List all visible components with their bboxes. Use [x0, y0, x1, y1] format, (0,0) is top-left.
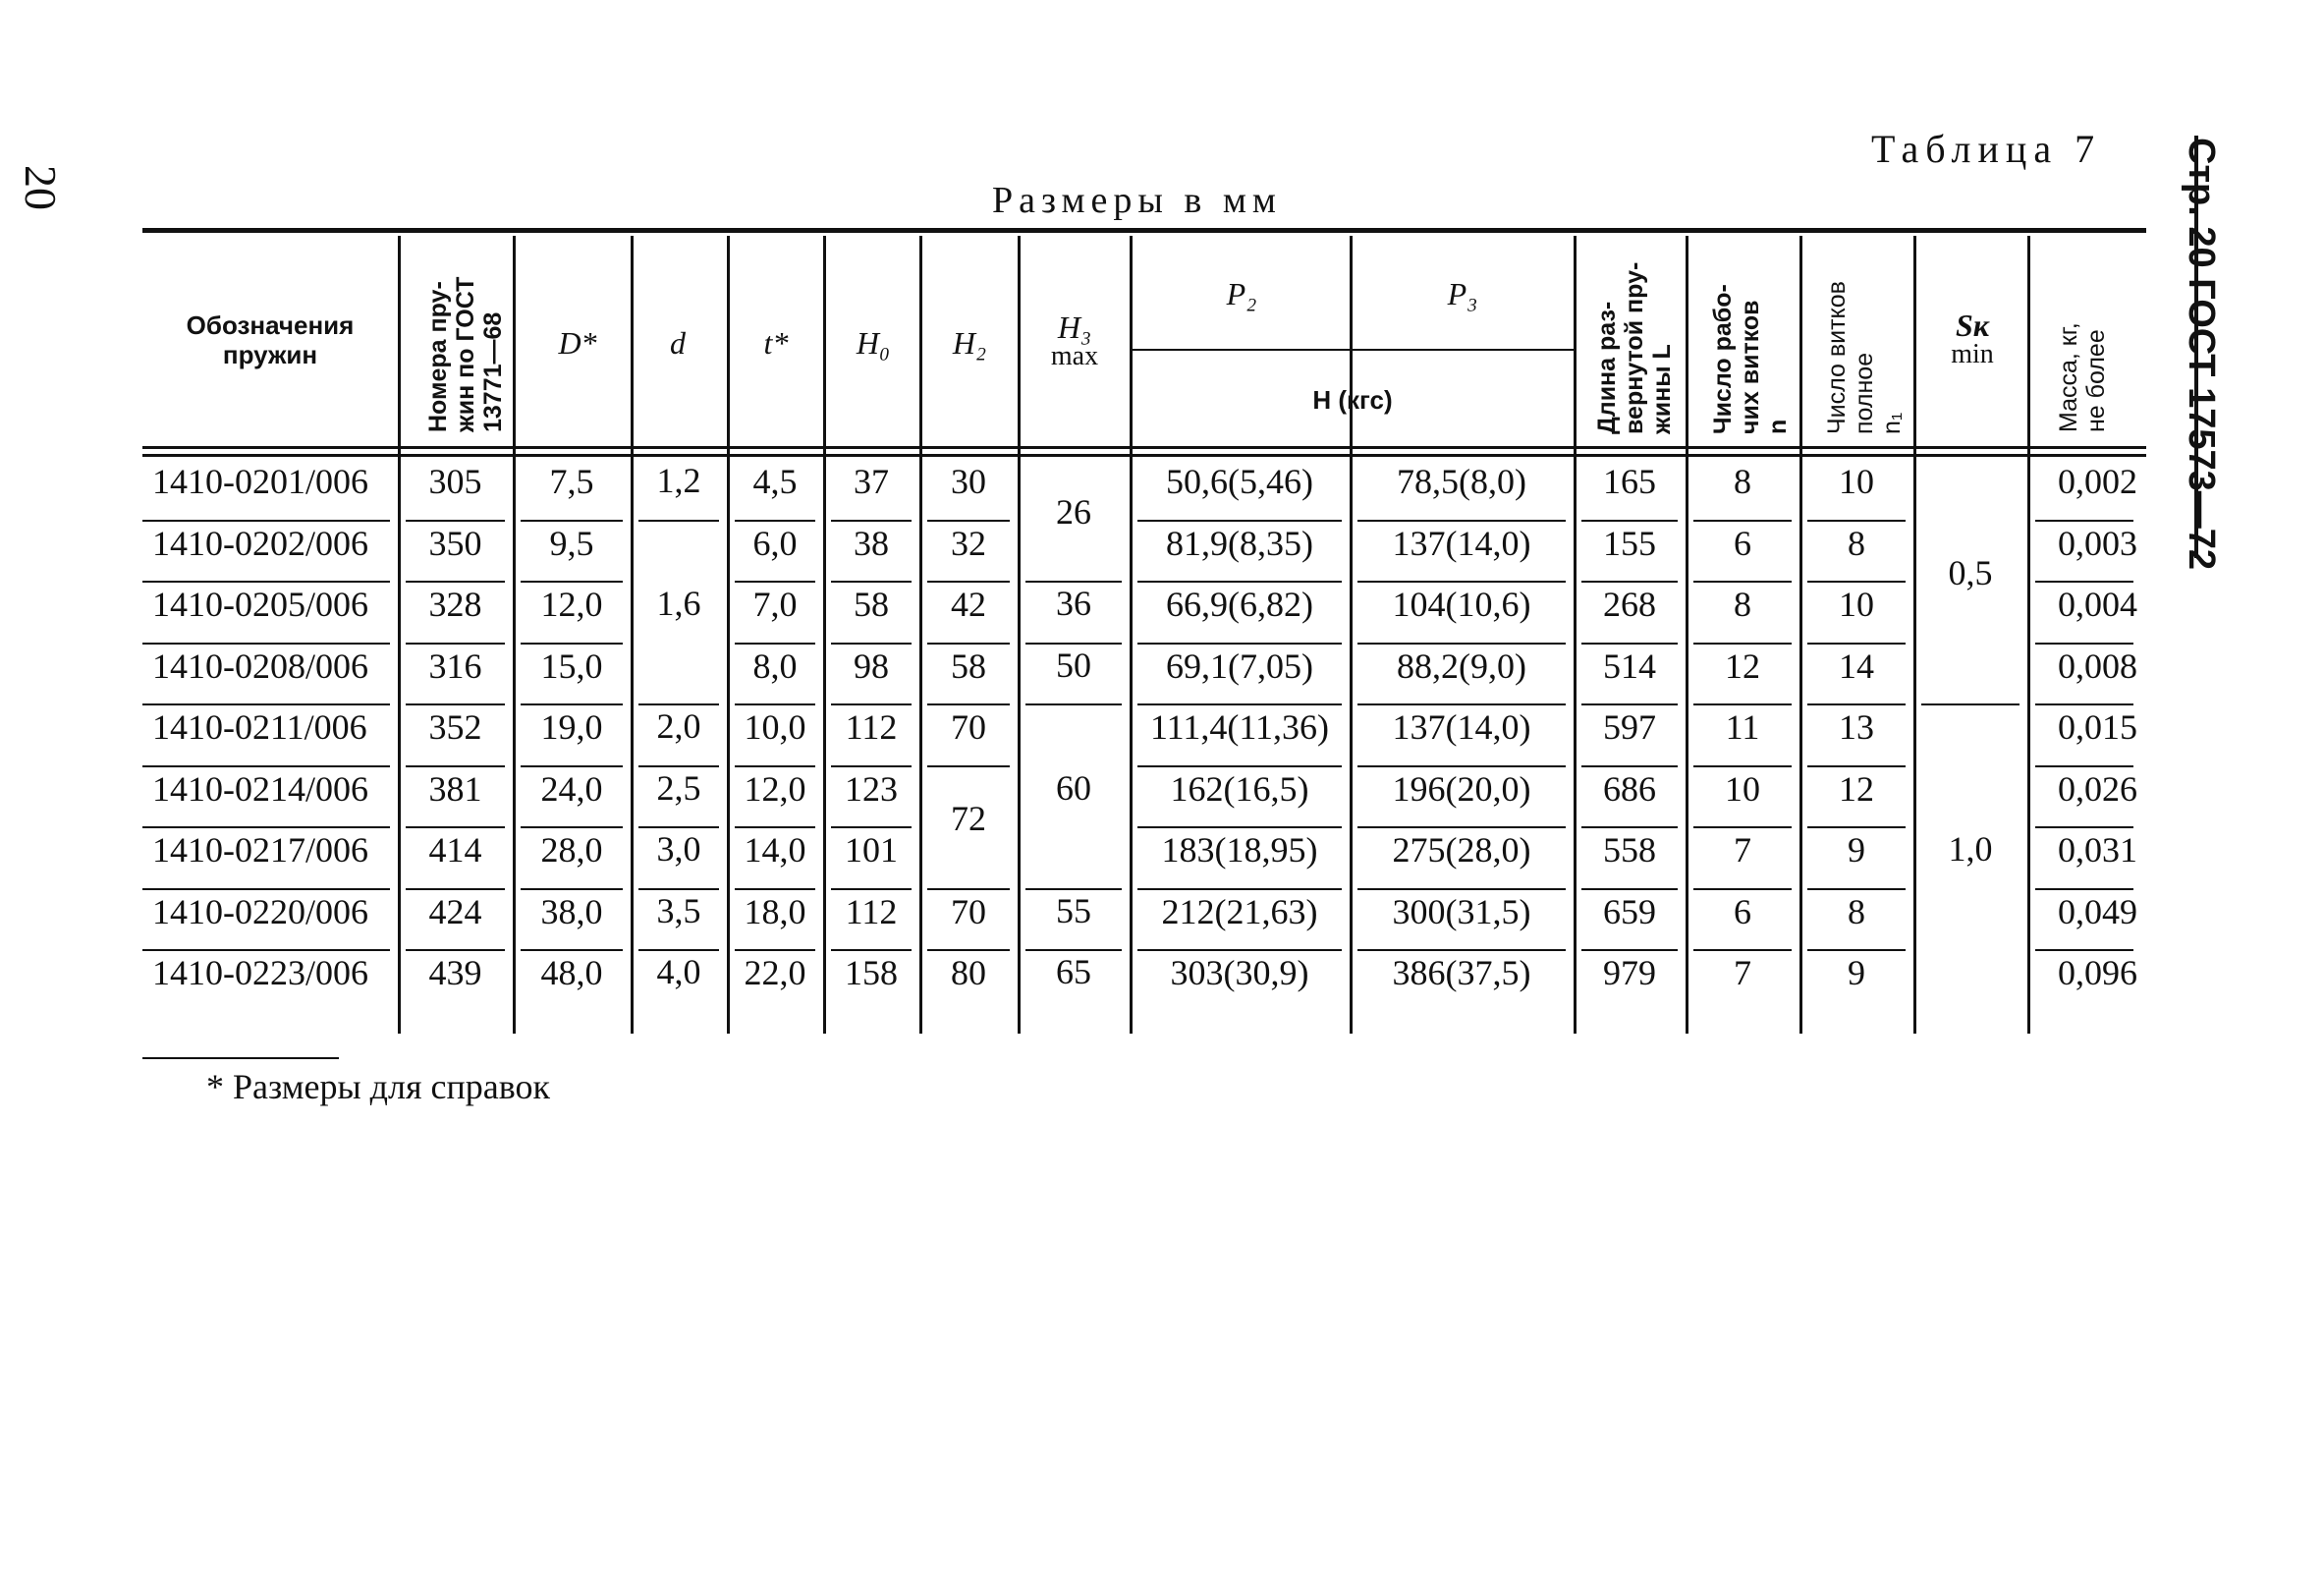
cell-P3: 386(37,5)	[1392, 953, 1531, 992]
cell-H0: 158	[845, 953, 898, 992]
cell-D: 24,0	[540, 768, 603, 809]
cell-gost: 352	[428, 707, 482, 747]
cell-designation: 1410-0217/006	[152, 830, 368, 870]
cell-L: 659	[1603, 891, 1656, 931]
cell-L: 686	[1603, 768, 1656, 809]
cell-n1: 10	[1839, 462, 1874, 501]
cell-gost: 305	[428, 462, 482, 501]
footnote: * Размеры для справок	[206, 1067, 550, 1106]
cell-D: 28,0	[540, 830, 603, 870]
merged-cell-H3: 60	[1056, 767, 1091, 808]
cell-P2: 50,6(5,46)	[1166, 462, 1313, 501]
cell-H2: 42	[951, 585, 986, 624]
cell-designation: 1410-0220/006	[152, 891, 368, 931]
cell-H0: 58	[854, 585, 889, 624]
cell-D: 48,0	[540, 953, 603, 992]
cell-H2: 58	[951, 646, 986, 686]
merged-cell-H3: 26	[1056, 491, 1091, 532]
cell-P2: 66,9(6,82)	[1166, 585, 1313, 624]
cell-n1: 9	[1848, 830, 1865, 870]
merged-cell-d: 3,0	[656, 829, 701, 870]
header-H0: H₀	[856, 325, 891, 361]
cell-n: 7	[1734, 830, 1751, 870]
cell-H0: 123	[845, 768, 898, 809]
row-rule	[638, 520, 719, 522]
side-header: Стр. 20 ГОСТ 17573—72	[2181, 138, 2222, 571]
merged-cell-d: 3,5	[656, 890, 701, 930]
cell-n1: 14	[1839, 646, 1874, 686]
cell-n: 11	[1725, 707, 1760, 747]
header-D: D*	[558, 325, 597, 361]
header-H2: H₂	[952, 325, 987, 361]
cell-D: 38,0	[540, 891, 603, 931]
cell-designation: 1410-0202/006	[152, 523, 368, 563]
cell-t: 14,0	[744, 830, 806, 870]
header-mass: Масса, кг, не более	[2055, 322, 2110, 432]
cell-D: 19,0	[540, 707, 603, 747]
merged-cell-d: 4,0	[656, 952, 701, 992]
cell-P2: 183(18,95)	[1161, 830, 1318, 870]
cell-D: 7,5	[549, 462, 594, 501]
row-rule	[1025, 703, 1122, 705]
header-bottom-rule	[142, 446, 2146, 449]
table-top-rule	[142, 228, 2146, 233]
header-group-rule	[1130, 349, 1574, 351]
cell-t: 12,0	[744, 768, 806, 809]
cell-P3: 104(10,6)	[1392, 585, 1531, 624]
cell-gost: 414	[428, 830, 482, 870]
cell-P3: 275(28,0)	[1392, 830, 1531, 870]
cell-P3: 137(14,0)	[1392, 707, 1531, 747]
merged-cell-H3: 55	[1056, 890, 1091, 930]
header-designation: Обозначения пружин	[186, 310, 355, 369]
cell-H2: 30	[951, 462, 986, 501]
header-t: t*	[763, 325, 789, 361]
cell-P3: 137(14,0)	[1392, 523, 1531, 563]
cell-H2: 80	[951, 953, 986, 992]
cell-n: 8	[1734, 585, 1751, 624]
header-P2: P₂	[1226, 276, 1257, 311]
cell-t: 6,0	[752, 523, 798, 563]
cell-n: 8	[1734, 462, 1751, 501]
cell-H0: 98	[854, 646, 889, 686]
cell-D: 15,0	[540, 646, 603, 686]
cell-gost: 350	[428, 523, 482, 563]
cell-mass: 0,003	[2058, 523, 2137, 563]
cell-n1: 13	[1839, 707, 1874, 747]
cell-L: 514	[1603, 646, 1656, 686]
cell-t: 7,0	[752, 585, 798, 624]
cell-n1: 9	[1848, 953, 1865, 992]
cell-H0: 37	[854, 462, 889, 501]
cell-P2: 111,4(11,36)	[1150, 707, 1329, 747]
cell-designation: 1410-0214/006	[152, 768, 368, 809]
cell-L: 597	[1603, 707, 1656, 747]
merged-cell-d: 1,2	[656, 461, 701, 501]
merged-cell-Sk: 1,0	[1948, 829, 1993, 870]
cell-designation: 1410-0211/006	[152, 707, 367, 747]
merged-cell-H3: 50	[1056, 645, 1091, 685]
header-gost-number: Номера пру- жин по ГОСТ 13771—68	[424, 276, 507, 432]
cell-H0: 112	[845, 891, 898, 931]
row-rule	[927, 765, 1010, 767]
cell-H2: 70	[951, 707, 986, 747]
header-P3: P₃	[1447, 276, 1478, 311]
merged-cell-d: 1,6	[656, 584, 701, 624]
cell-P2: 81,9(8,35)	[1166, 523, 1313, 563]
cell-H2: 70	[951, 891, 986, 931]
cell-t: 18,0	[744, 891, 806, 931]
cell-t: 8,0	[752, 646, 798, 686]
cell-designation: 1410-0201/006	[152, 462, 368, 501]
merged-cell-H3: 65	[1056, 952, 1091, 992]
cell-L: 979	[1603, 953, 1656, 992]
cell-L: 155	[1603, 523, 1656, 563]
cell-D: 12,0	[540, 585, 603, 624]
merged-cell-H3: 36	[1056, 584, 1091, 624]
cell-t: 22,0	[744, 953, 806, 992]
cell-gost: 439	[428, 953, 482, 992]
cell-n1: 8	[1848, 523, 1865, 563]
cell-mass: 0,008	[2058, 646, 2137, 686]
cell-mass: 0,002	[2058, 462, 2137, 501]
cell-mass: 0,015	[2058, 707, 2137, 747]
cell-L: 165	[1603, 462, 1656, 501]
cell-t: 4,5	[752, 462, 798, 501]
header-H3: H₃ max	[1050, 309, 1099, 371]
cell-n1: 12	[1839, 768, 1874, 809]
cell-P2: 303(30,9)	[1170, 953, 1309, 992]
header-total-coils: Число витков полное n₁	[1823, 281, 1906, 434]
cell-mass: 0,026	[2058, 768, 2137, 809]
cell-designation: 1410-0208/006	[152, 646, 368, 686]
cell-P3: 88,2(9,0)	[1397, 646, 1526, 686]
cell-P3: 300(31,5)	[1392, 891, 1531, 931]
header-working-coils: Число рабо- чих витков n	[1709, 284, 1792, 434]
cell-gost: 328	[428, 585, 482, 624]
cell-n: 12	[1725, 646, 1760, 686]
cell-mass: 0,096	[2058, 953, 2137, 992]
cell-n1: 10	[1839, 585, 1874, 624]
cell-designation: 1410-0223/006	[152, 953, 368, 992]
merged-cell-d: 2,0	[656, 706, 701, 747]
cell-P3: 78,5(8,0)	[1397, 462, 1526, 501]
cell-n1: 8	[1848, 891, 1865, 931]
cell-H0: 112	[845, 707, 898, 747]
merged-cell-d: 2,5	[656, 767, 701, 808]
cell-mass: 0,004	[2058, 585, 2137, 624]
cell-t: 10,0	[744, 707, 806, 747]
cell-n: 6	[1734, 523, 1751, 563]
cell-n: 6	[1734, 891, 1751, 931]
cell-gost: 381	[428, 768, 482, 809]
header-Sk: Sк min	[1951, 308, 1994, 369]
cell-L: 558	[1603, 830, 1656, 870]
merged-cell-Sk: 0,5	[1948, 553, 1993, 592]
header-d: d	[670, 325, 686, 361]
header-length: Длина раз- вернутой пру- жины L	[1593, 261, 1676, 434]
footnote-rule	[142, 1057, 339, 1059]
merged-cell-H2: 72	[951, 799, 986, 838]
page-number: 20	[16, 165, 66, 210]
cell-designation: 1410-0205/006	[152, 585, 368, 624]
cell-H2: 32	[951, 523, 986, 563]
cell-mass: 0,049	[2058, 891, 2137, 931]
cell-H0: 101	[845, 830, 898, 870]
cell-L: 268	[1603, 585, 1656, 624]
table-subtitle: Размеры в мм	[992, 180, 1282, 221]
cell-P2: 162(16,5)	[1170, 768, 1309, 809]
cell-P2: 212(21,63)	[1161, 891, 1318, 931]
row-rule	[1921, 703, 2020, 705]
cell-gost: 424	[428, 891, 482, 931]
table-label: Таблица 7	[1871, 127, 2102, 171]
cell-P3: 196(20,0)	[1392, 768, 1531, 809]
header-force-unit: Н (кгс)	[1312, 385, 1393, 415]
cell-P2: 69,1(7,05)	[1166, 646, 1313, 686]
cell-mass: 0,031	[2058, 830, 2137, 870]
cell-n: 7	[1734, 953, 1751, 992]
cell-n: 10	[1725, 768, 1760, 809]
cell-D: 9,5	[549, 523, 594, 563]
cell-H0: 38	[854, 523, 889, 563]
cell-gost: 316	[428, 646, 482, 686]
